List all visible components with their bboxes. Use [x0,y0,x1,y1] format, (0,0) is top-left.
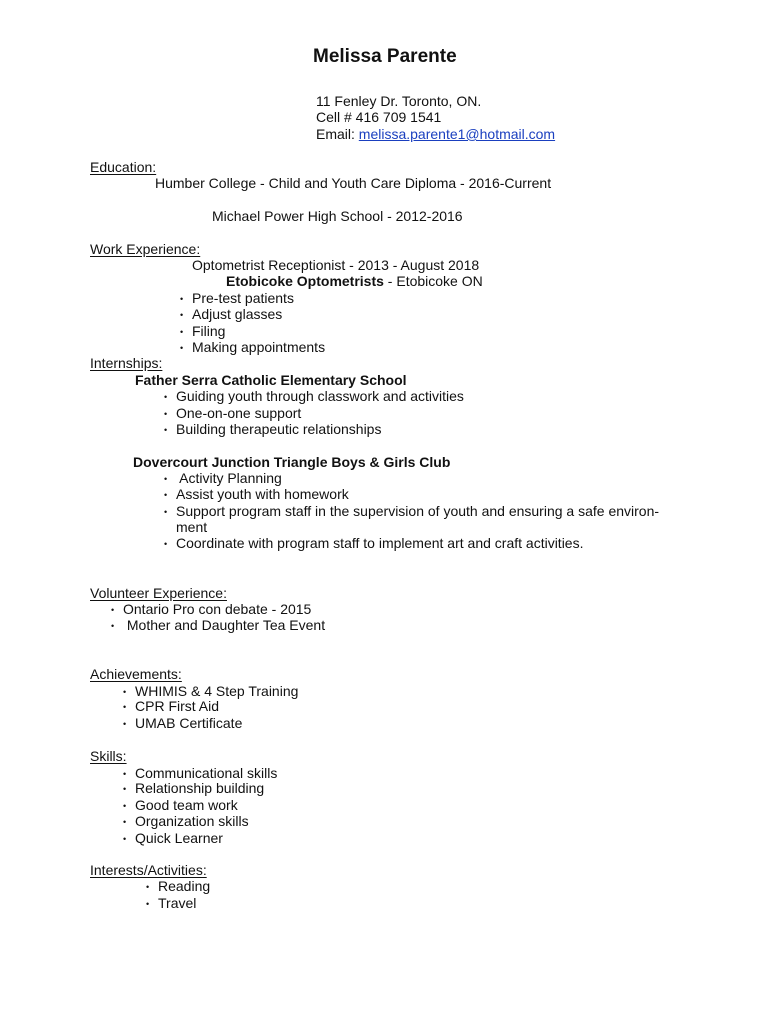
list-item: • WHIMIS & 4 Step Training [123,683,299,699]
list-item: • Travel [146,895,197,911]
bullet-icon: • [180,310,184,320]
bullet-icon: • [164,507,168,517]
internships-heading: Internships: [90,355,163,371]
work-title: Optometrist Receptionist - 2013 - August 2018 [192,257,480,273]
bullet-icon: • [123,702,127,712]
list-item: • Assist youth with homework [164,486,349,502]
list-item: • Ontario Pro con debate - 2015 [111,601,312,617]
education-heading: Education: [90,159,157,175]
bullet-icon: • [123,834,127,844]
bullet-icon: • [164,392,168,402]
bullet-icon: • [164,539,168,549]
bullet-icon: • [111,621,115,631]
bullet-icon: • [123,769,127,779]
work-location: - Etobicoke ON [383,273,483,289]
list-item: • Coordinate with program staff to implement art and craft activities. [164,535,584,551]
list-item: • Communicational skills [123,765,278,781]
list-item: • Activity Planning [164,470,282,486]
list-item: • Pre-test patients [180,290,294,306]
education-highschool: Michael Power High School - 2012-2016 [212,208,463,224]
list-item: • Good team work [123,797,238,813]
bullet-icon: • [146,882,150,892]
bullet-icon: • [123,687,127,697]
volunteer-heading: Volunteer Experience: [90,585,227,601]
resume-name: Melissa Parente [313,46,457,67]
bullet-icon: • [123,719,127,729]
achievements-heading: Achievements: [90,666,182,682]
bullet-icon: • [180,343,184,353]
list-item: • Organization skills [123,813,249,829]
list-item: • Adjust glasses [180,306,283,322]
work-employer: Etobicoke Optometrists [226,273,384,289]
bullet-icon: • [123,784,127,794]
internship-org-2: Dovercourt Junction Triangle Boys & Girls Club [133,454,451,470]
list-item-wrap: ment [176,519,208,535]
list-item: • Reading [146,878,211,894]
list-item: • Making appointments [180,339,326,355]
work-employer-line [226,273,483,289]
bullet-icon: • [180,327,184,337]
email-link[interactable]: melissa.parente1@hotmail.com [358,126,556,142]
bullet-icon: • [164,409,168,419]
list-item: • UMAB Certificate [123,715,243,731]
skills-heading: Skills: [90,748,127,764]
bullet-icon: • [111,605,115,615]
list-item: • Building therapeutic relationships [164,421,382,437]
bullet-icon: • [146,899,150,909]
email-label: Email: [316,126,359,142]
list-item: • Quick Learner [123,830,223,846]
bullet-icon: • [180,294,184,304]
bullet-icon: • [164,474,168,484]
contact-cell: Cell # 416 709 1541 [316,109,442,125]
contact-email-line [316,126,555,142]
interests-heading: Interests/Activities: [90,862,207,878]
list-item: • Mother and Daughter Tea Event [111,617,326,633]
education-college: Humber College - Child and Youth Care Diploma - 2016-Current [155,175,552,191]
work-heading: Work Experience: [90,241,201,257]
bullet-icon: • [164,490,168,500]
bullet-icon: • [123,817,127,827]
bullet-icon: • [123,801,127,811]
list-item: • Relationship building [123,780,265,796]
list-item: • Guiding youth through classwork and activities [164,388,464,404]
list-item: • Filing [180,323,226,339]
list-item: • CPR First Aid [123,698,220,714]
list-item: • Support program staff in the supervision of youth and ensuring a safe environ- [164,503,660,519]
internship-org-1: Father Serra Catholic Elementary School [135,372,407,388]
contact-address: 11 Fenley Dr. Toronto, ON. [316,93,482,109]
bullet-icon: • [164,425,168,435]
list-item: • One-on-one support [164,405,302,421]
